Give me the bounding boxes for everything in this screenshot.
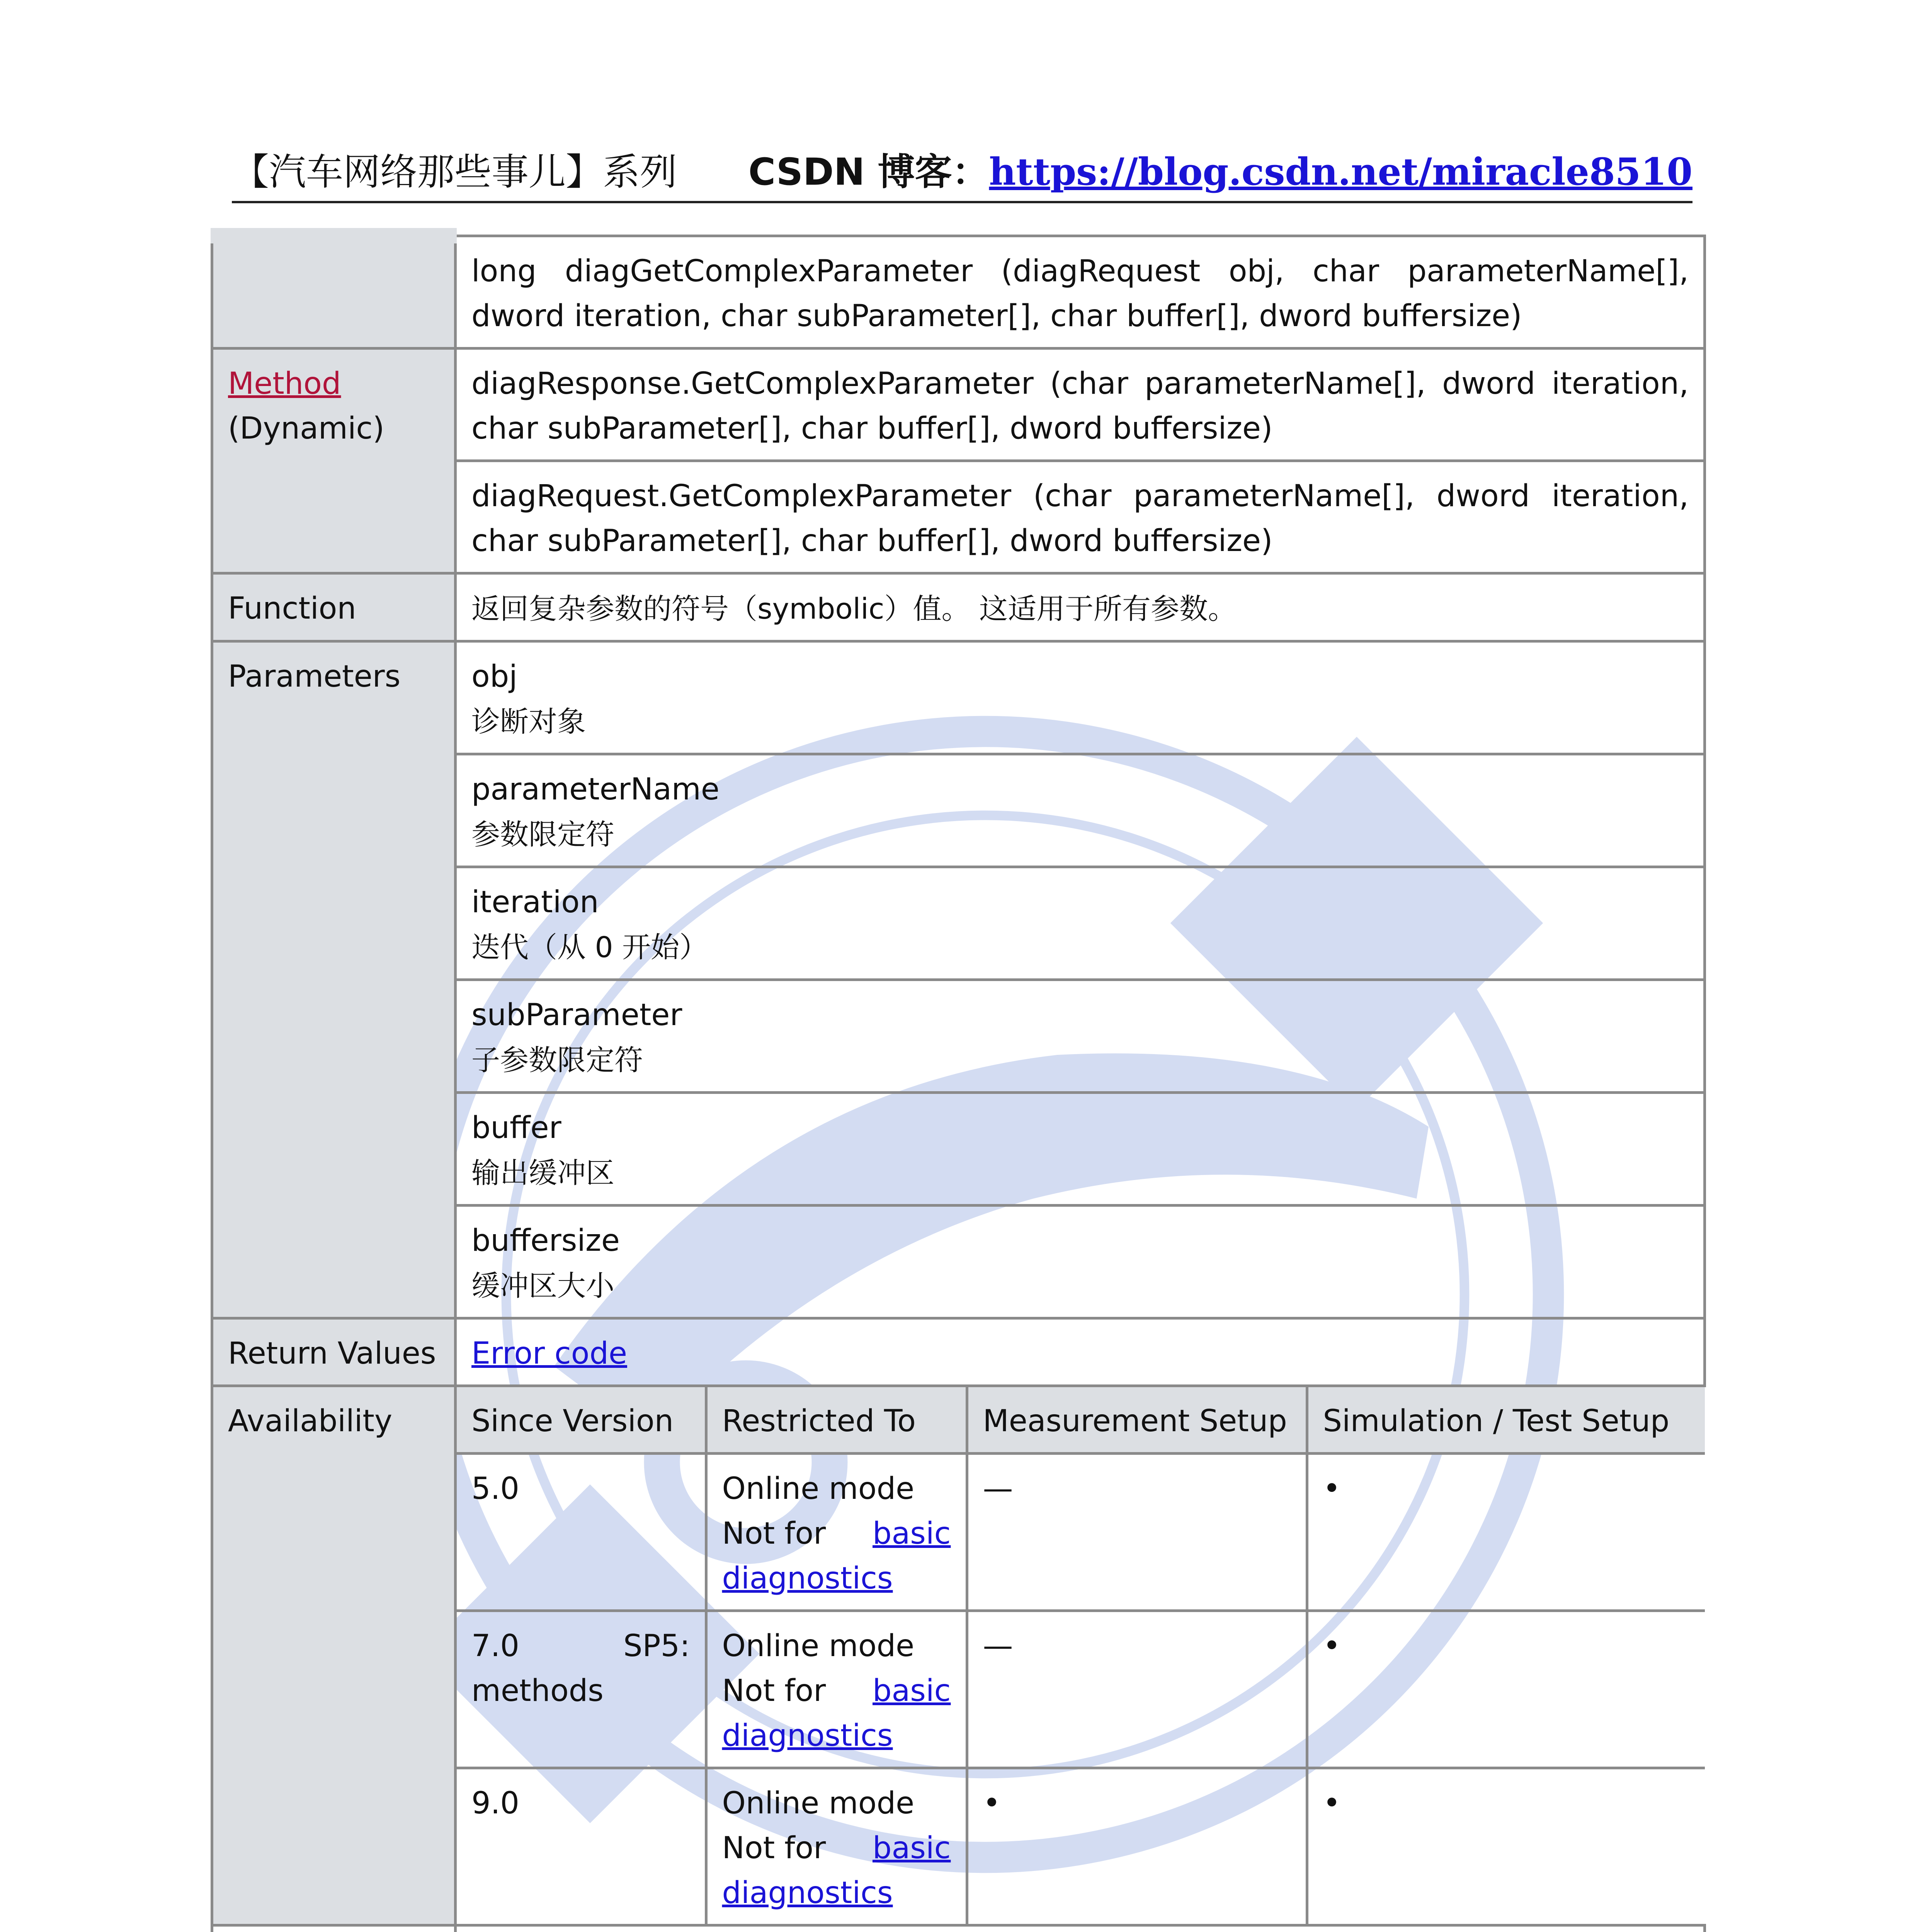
simulation-setup-cell: • [1307,1453,1705,1611]
example-code-cell [456,1925,1705,1932]
signature-row [212,236,1705,348]
method-label-cell [212,348,456,573]
example-label-cell [212,1925,456,1932]
availability-data-row [457,1768,1705,1924]
header-since-version: Since Version [457,1387,706,1454]
series-title: 【汽车网络那些事儿】系列 [232,150,677,194]
header-simulation-test-setup: Simulation / Test Setup [1307,1387,1705,1454]
parameters-label: Parameters [212,641,456,1318]
api-reference-table [211,228,1706,1932]
page-header [232,143,1692,203]
availability-data-row [457,1453,1705,1611]
function-description: 返回复杂参数的符号（symbolic）值。 这适用于所有参数。 [456,573,1705,641]
measurement-setup-cell: — [967,1611,1307,1768]
restricted-to-cell: Online mode Not for basic diagnostics [706,1768,967,1924]
method-suffix: (Dynamic) [228,411,384,446]
restricted-to-cell: Online mode Not for basic diagnostics [706,1453,967,1611]
parameter-iteration: iteration 迭代（从 0 开始） [456,867,1705,980]
since-version-cell: 5.0 [457,1453,706,1611]
parameter-row [212,641,1705,754]
return-values-cell [456,1318,1705,1386]
parameter-parametername: parameterName 参数限定符 [456,754,1705,867]
parameter-subparameter: subParameter 子参数限定符 [456,980,1705,1092]
function-row [212,573,1705,641]
measurement-setup-cell: — [967,1453,1307,1611]
parameter-buffersize: buffersize 缓冲区大小 [456,1205,1705,1318]
method-signature-request: diagRequest.GetComplexParameter (char parameterName[], dword iteration, char subParameter[], char buffer[], dword buffersize) [456,461,1705,573]
diagnostics-link[interactable]: diagnostics [722,1875,893,1910]
diagnostics-link[interactable]: diagnostics [722,1718,893,1753]
availability-header-row [457,1387,1705,1454]
basic-link[interactable]: basic [872,1830,951,1866]
blog-link-block [748,143,1692,212]
since-version-cell: 9.0 [457,1768,706,1924]
since-version-cell: 7.0 SP5: methods [457,1611,706,1768]
availability-label: Availability [212,1386,456,1925]
signature-label-cell [212,236,456,348]
method-row-1 [212,348,1705,461]
simulation-setup-cell: • [1307,1768,1705,1924]
example-row [212,1925,1705,1932]
blog-url-link[interactable]: https://blog.csdn.net/miracle8510 [989,150,1692,194]
header-restricted-to: Restricted To [706,1387,967,1454]
availability-data-row [457,1611,1705,1768]
availability-cell [456,1386,1705,1925]
measurement-setup-cell: • [967,1768,1307,1924]
basic-link[interactable]: basic [872,1516,951,1551]
function-signature: long diagGetComplexParameter (diagRequest obj, char parameterName[], dword iteration, char subParameter[], char buffer[], dword buffersize) [456,236,1705,348]
return-values-label: Return Values [212,1318,456,1386]
error-code-link[interactable]: Error code [471,1336,628,1371]
parameter-buffer: buffer 输出缓冲区 [456,1092,1705,1205]
availability-row [212,1386,1705,1925]
restricted-to-cell: Online mode Not for basic diagnostics [706,1611,967,1768]
method-link[interactable]: Method [228,366,341,401]
basic-link[interactable]: basic [872,1673,951,1708]
function-label: Function [212,573,456,641]
diagnostics-link[interactable]: diagnostics [722,1561,893,1596]
return-values-row [212,1318,1705,1386]
csdn-label: CSDN 博客： [748,150,989,194]
parameter-obj: obj 诊断对象 [456,641,1705,754]
header-measurement-setup: Measurement Setup [967,1387,1307,1454]
method-signature-response: diagResponse.GetComplexParameter (char parameterName[], dword iteration, char subParameter[], char buffer[], dword buffersize) [456,348,1705,461]
simulation-setup-cell: • [1307,1611,1705,1768]
availability-table [457,1387,1705,1924]
